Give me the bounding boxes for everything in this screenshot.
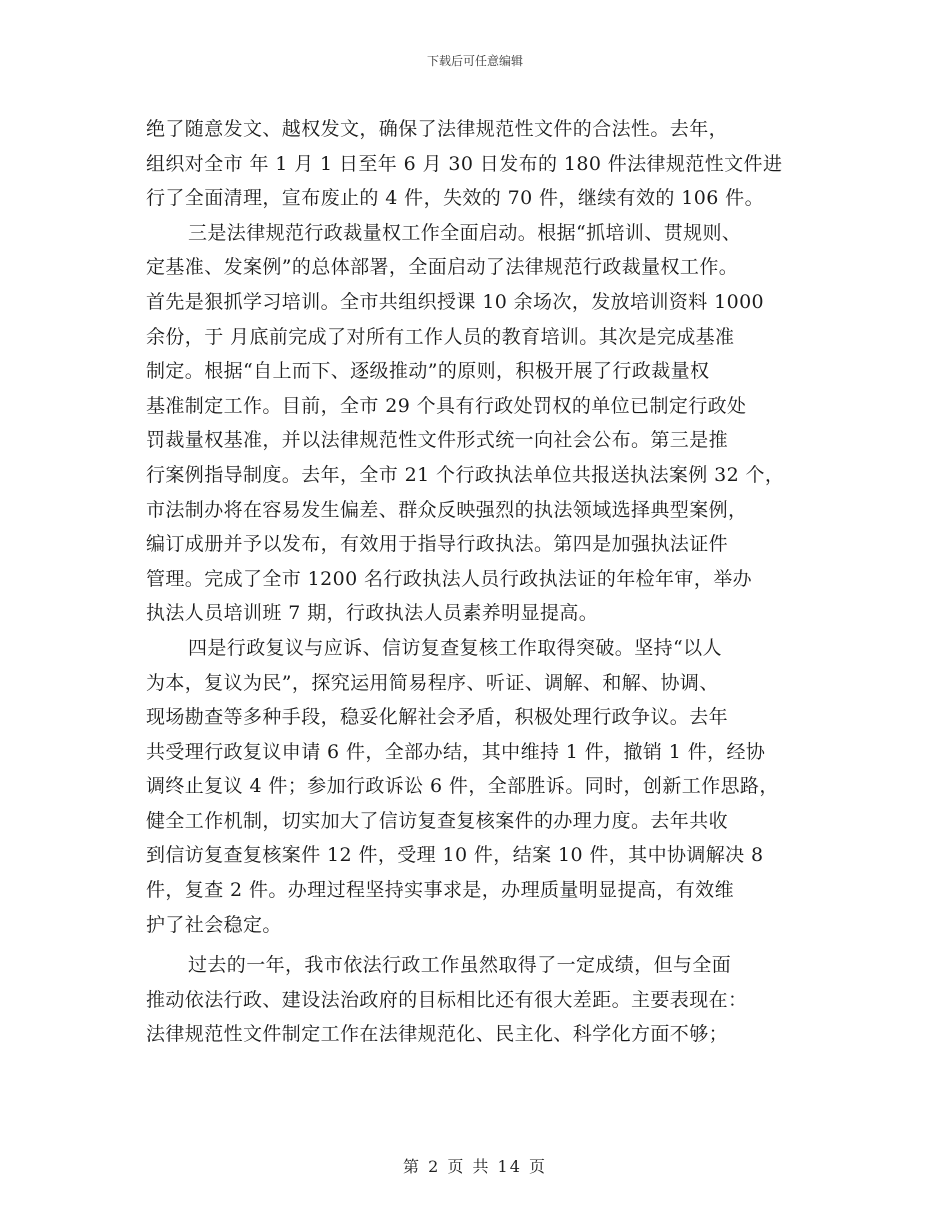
text-line: 件，复查 2 件。办理过程坚持实事求是，办理质量明显提高，有效维: [146, 879, 734, 902]
page-header: 下载后可任意编辑: [426, 54, 523, 68]
text-line: 首先是狠抓学习培训。全市共组织授课 10 余场次，发放培训资料 1000: [146, 290, 765, 313]
text-line: 制定。根据“自上而下、逐级推动”的原则，积极开展了行政裁量权: [146, 360, 710, 383]
text-line: 推动依法行政、建设法治政府的目标相比还有很大差距。主要表现在：: [146, 988, 748, 1011]
document-body: [146, 112, 826, 1052]
text-line: 共受理行政复议申请 6 件，全部办结，其中维持 1 件，撤销 1 件，经协: [146, 740, 766, 763]
text-line: 绝了随意发文、越权发文，确保了法律规范性文件的合法性。去年，: [146, 118, 729, 140]
text-line: 健全工作机制，切实加大了信访复查复核案件的办理力度。去年共收: [146, 809, 729, 832]
text-line: 市法制办将在容易发生偏差、群众反映强烈的执法领域选择典型案例，: [146, 498, 748, 521]
paragraph-3: [146, 631, 826, 942]
text-line: 基准制定工作。目前，全市 29 个具有行政处罚权的单位已制定行政处: [146, 394, 747, 417]
text-line: 行了全面清理，宣布废止的 4 件，失效的 70 件，继续有效的 106 件。: [146, 187, 764, 210]
paragraph-2: [146, 216, 826, 631]
text-line: 为本，复议为民”，探究运用简易程序、听证、调解、和解、协调、: [146, 671, 719, 694]
text-line: 三是法律规范行政裁量权工作全面启动。根据“抓培训、贯规则、: [188, 221, 742, 244]
text-line: 编订成册并予以发布，有效用于指导行政执法。第四是加强执法证件: [146, 533, 729, 556]
text-line: 法律规范性文件制定工作在法律规范化、民主化、科学化方面不够；: [146, 1023, 729, 1046]
text-line: 组织对全市 年 1 月 1 日至年 6 月 30 日发布的 180 件法律规范性文件进: [146, 152, 783, 175]
text-line: 余份，于 月底前完成了对所有工作人员的教育培训。其次是完成基准: [146, 325, 735, 348]
paragraph-4: [146, 948, 826, 1052]
text-line: 管理。完成了全市 1200 名行政执法人员行政执法证的年检年审，举办: [146, 567, 753, 590]
text-line: 调终止复议 4 件；参加行政诉讼 6 件，全部胜诉。同时，创新工作思路，: [146, 775, 779, 798]
text-line: 四是行政复议与应诉、信访复查复核工作取得突破。坚持“以人: [188, 636, 722, 659]
text-line: 护了社会稳定。: [146, 913, 282, 936]
text-line: 现场勘查等多种手段，稳妥化解社会矛盾，积极处理行政争议。去年: [146, 706, 729, 729]
text-line: 到信访复查复核案件 12 件，受理 10 件，结案 10 件，其中协调解决 8: [146, 844, 764, 867]
page-number-footer: 第 2 页 共 14 页: [403, 1157, 547, 1176]
text-line: 过去的一年，我市依法行政工作虽然取得了一定成绩，但与全面: [188, 954, 732, 977]
paragraph-1: [146, 112, 826, 216]
text-line: 罚裁量权基准，并以法律规范性文件形式统一向社会公布。第三是推: [146, 429, 729, 452]
text-line: 行案例指导制度。去年，全市 21 个行政执法单位共报送执法案例 32 个，: [146, 463, 785, 486]
text-line: 定基准、发案例”的总体部署，全面启动了法律规范行政裁量权工作。: [146, 256, 739, 279]
text-line: 执法人员培训班 7 期，行政执法人员素养明显提高。: [146, 602, 599, 625]
